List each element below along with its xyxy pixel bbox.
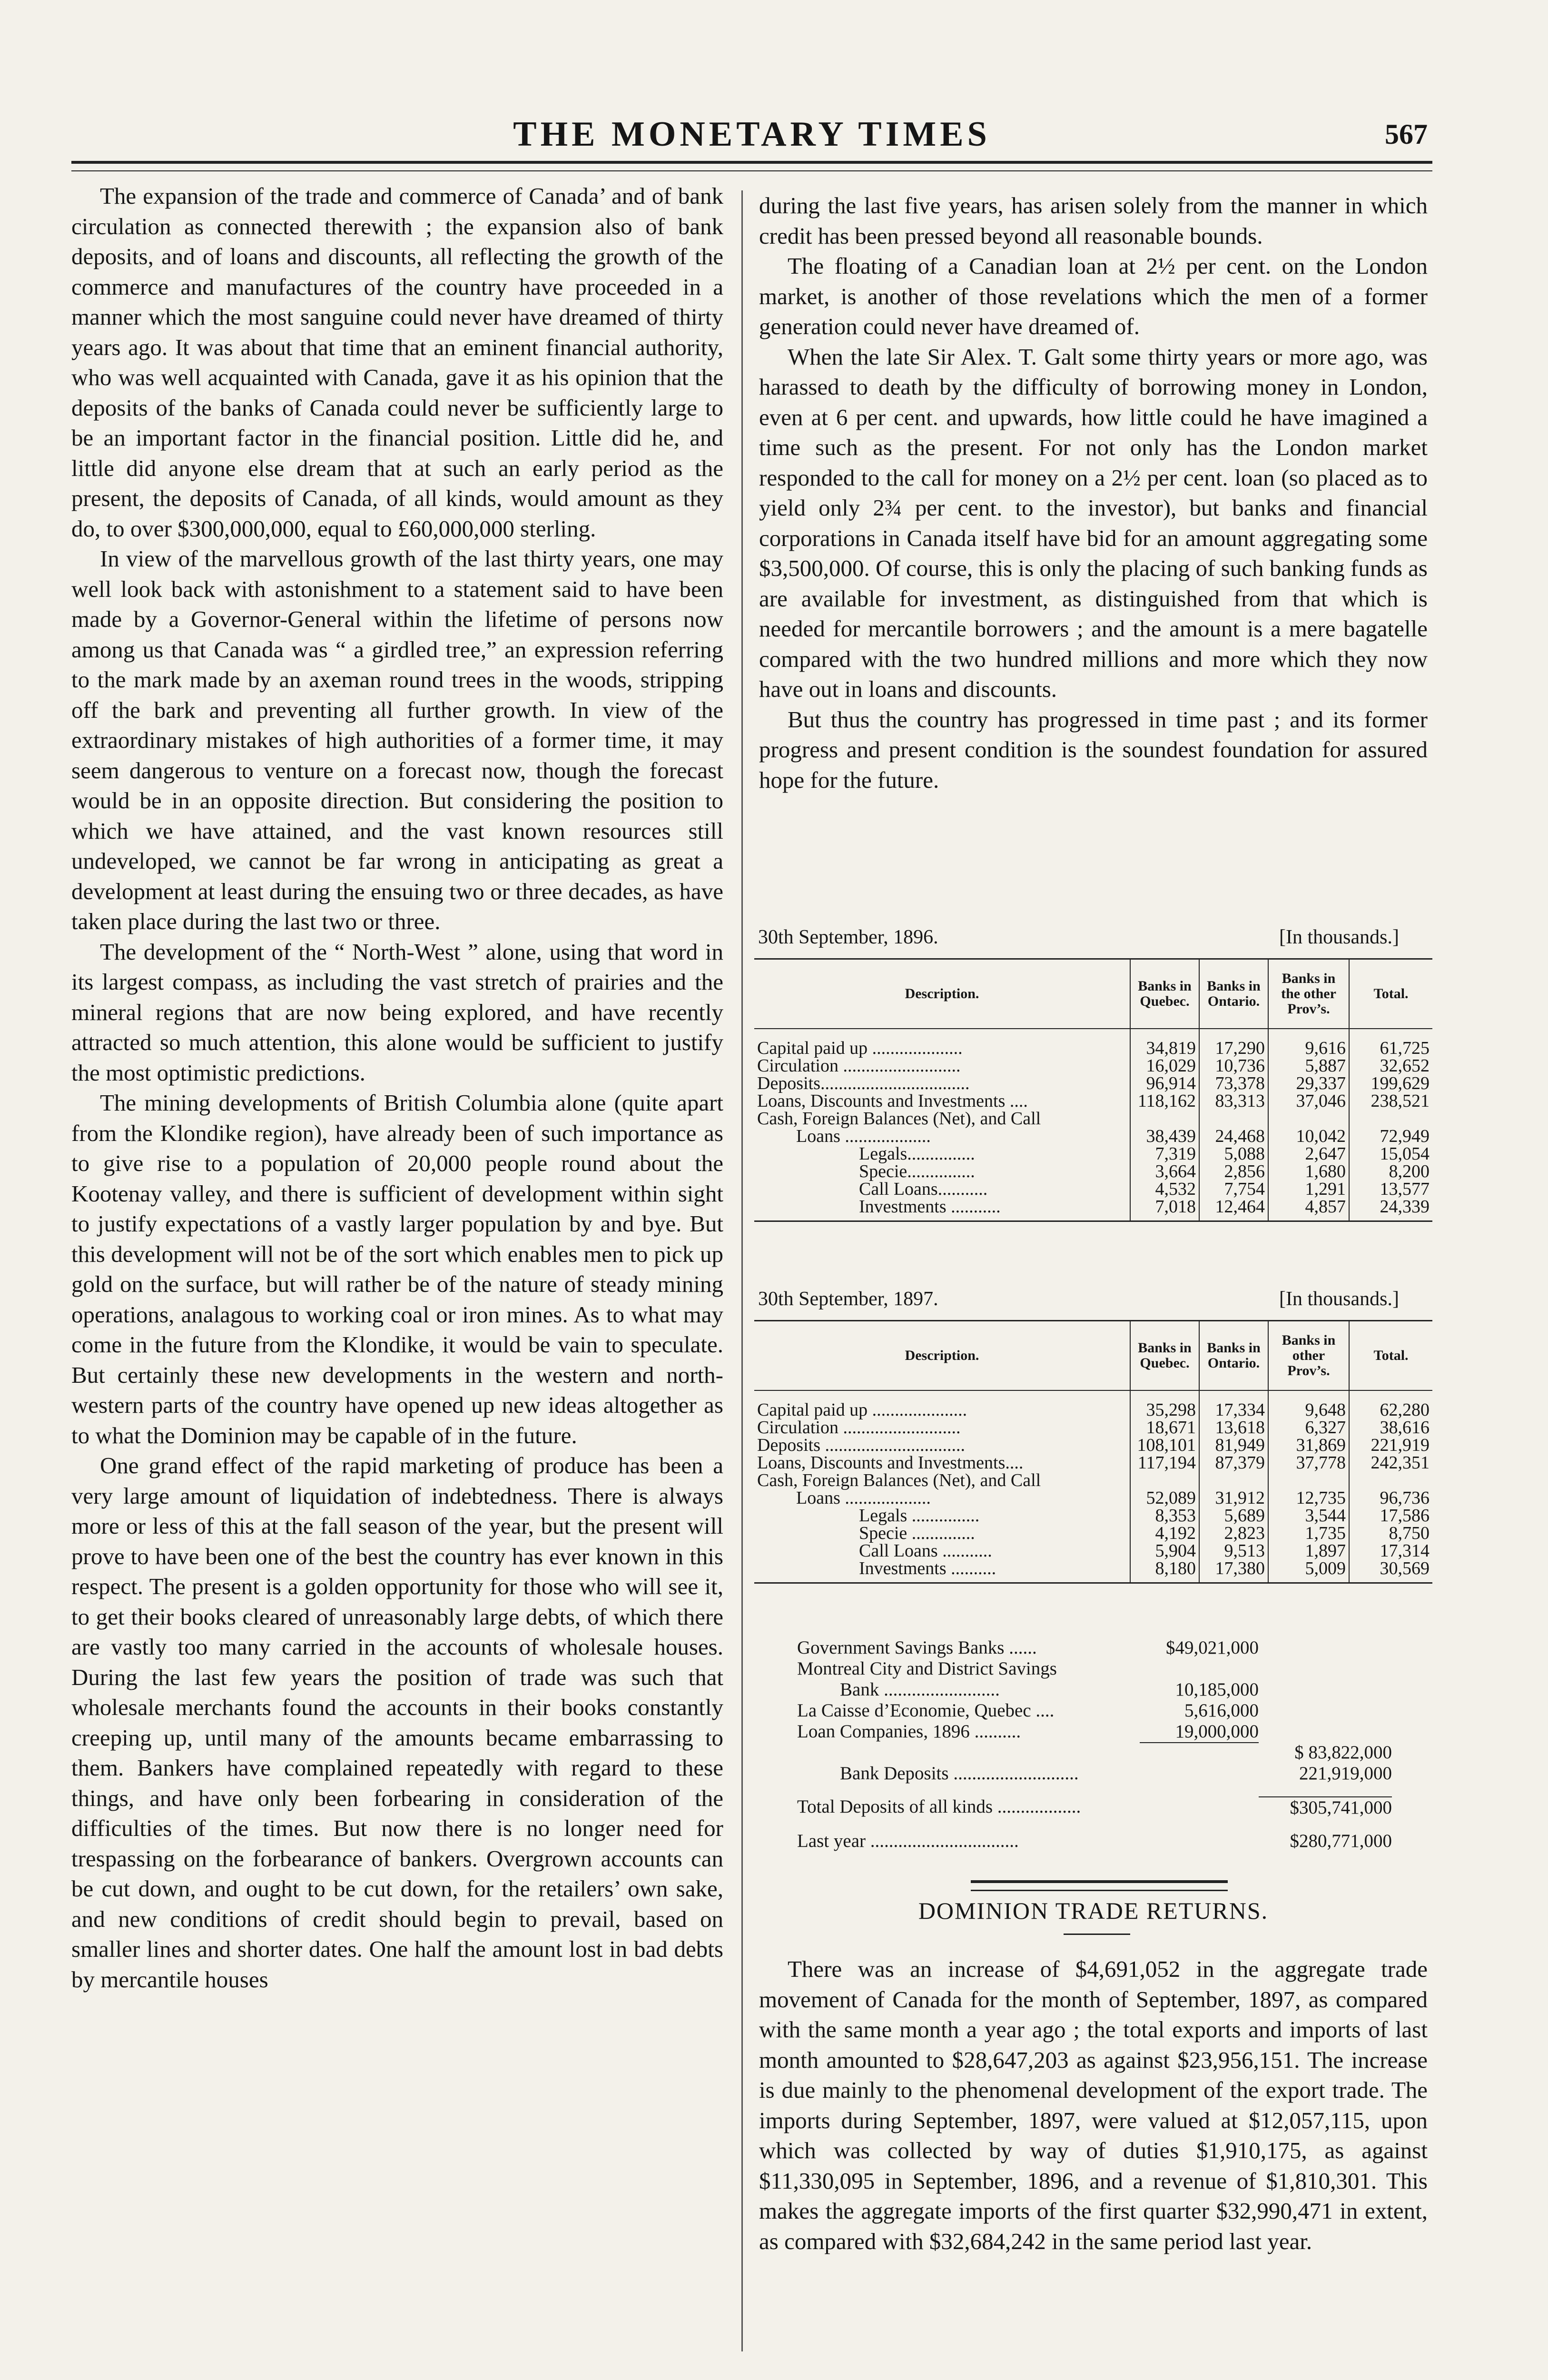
table-row	[754, 1489, 1432, 1507]
cell: 38,616	[1349, 1419, 1432, 1437]
summary-value: 5,616,000	[1184, 1700, 1259, 1721]
cell: 5,009	[1268, 1560, 1349, 1583]
summary-label: Bank .........................	[840, 1679, 1000, 1700]
column-header: Banks in other Prov’s.	[1268, 1321, 1349, 1391]
paragraph: The mining developments of British Columbia alone (quite apart from the Klondike region), have already been of such importance as to give rise to a population of 20,000 people round about the Kootenay valley, and there is sufficient of development within sight to justify expectations of a vastly larger population by and bye. But this development will not be of the sort which enables men to pick up gold on the surface, but will rather be of the nature of steady mining operations, analagous to working coal or iron mines. As to what may come in the future from the Klondike, it would be vain to speculate. But certainly these new developments in the western and north-western parts of the country have opened up new ideas altogether as to what the Dominion may be capable of in the future.	[71, 1090, 723, 1448]
cell: 4,192	[1130, 1525, 1199, 1542]
row-label: Loans, Discounts and Investments ....	[757, 1091, 1028, 1111]
summary-value: 221,919,000	[1299, 1763, 1392, 1784]
row-label: Cash, Foreign Balances (Net), and Call	[757, 1470, 1041, 1490]
table-row	[754, 1057, 1432, 1075]
column-header: Total.	[1349, 959, 1432, 1029]
cell: 35,298	[1130, 1390, 1199, 1419]
cell: 2,823	[1199, 1525, 1268, 1542]
cell: 13,577	[1349, 1180, 1432, 1198]
paragraph: One grand effect of the rapid marketing of produce has been a very large amount of liquidation of indebtedness. There is always more or less of this at the fall season of the year, but the present will prove to have been one of the best the country has ever known in this respect. The present is a golden opportunity for those who will see it, to get their books cleared of unreasonably large debts, of which there are vastly too many carried in the accounts of wholesale houses. During the last few years the position of trade was such that wholesale merchants found the accounts in their books constantly creeping up, until many of the amounts became embarrassing to them. Bankers have complained repeatedly with regard to these things, and have only been forbearing in consideration of the difficulties of the times. But now there is no longer need for trespassing on the forbearance of bankers. Overgrown accounts can be cut down, and ought to be cut down, for the retailers’ own sake, and new conditions of credit should begin to prevail, based on smaller lines and shorter dates. One half the amount lost in bad debts by mercantile houses	[71, 1452, 723, 1993]
summary-label: Montreal City and District Savings	[797, 1658, 1057, 1679]
paragraph: But thus the country has progressed in time past ; and its former progress and present condition is the soundest foundation for assured hope for the future.	[759, 706, 1428, 793]
cell: 15,054	[1349, 1145, 1432, 1163]
summary-row	[797, 1700, 1430, 1721]
cell: 6,327	[1268, 1419, 1349, 1437]
paragraph: When the late Sir Alex. T. Galt some thirty years or more ago, was harassed to death by the difficulty of borrowing money in London, even at 6 per cent. and upwards, how little could he have imagined a time such as the present. For not only has the London market responded to the call for money on a 2½ per cent. loan (so placed as to yield only 2¾ per cent. to the investor), but banks and financial corporations in Canada itself have bid for an amount aggregating some $3,500,000. Of course, this is only the placing of such banking funds as are available for investment, as distinguished from that which is needed for mercantile borrowers ; and the amount is a mere bagatelle compared with the two hundred millions and more which they now have out in loans and discounts.	[759, 343, 1428, 702]
table-row	[754, 1198, 1432, 1221]
left-column	[71, 181, 723, 1994]
summary-value: $280,771,000	[1290, 1831, 1392, 1851]
summary-row	[797, 1658, 1430, 1679]
row-label: Circulation ..........................	[757, 1418, 961, 1438]
summary-label: Bank Deposits ...........................	[840, 1763, 1079, 1784]
table-row	[754, 1075, 1432, 1092]
cell: 72,949	[1349, 1128, 1432, 1145]
table-row	[754, 1128, 1432, 1145]
column-header: Banks in Quebec.	[1130, 1321, 1199, 1391]
paragraph: The development of the “ North-West ” alone, using that word in its largest compass, as including the vast stretch of prairies and the mineral regions that are now being explored, and have recently attracted so much attention, this alone would be sufficient to justify the most optimistic predictions.	[71, 938, 723, 1086]
row-label: Call Loans...........	[859, 1179, 988, 1199]
cell: 81,949	[1199, 1437, 1268, 1454]
summary-label: Government Savings Banks ......	[797, 1637, 1037, 1658]
column-divider	[741, 190, 743, 2351]
table-row	[754, 1145, 1432, 1163]
summary-value: 10,185,000	[1175, 1679, 1259, 1700]
cell: 31,912	[1199, 1489, 1268, 1507]
cell: 118,162	[1130, 1092, 1199, 1110]
cell: 8,200	[1349, 1163, 1432, 1180]
row-label: Investments ..........	[859, 1558, 996, 1578]
summary-value: 19,000,000	[1175, 1721, 1259, 1742]
row-label: Legals...............	[859, 1144, 975, 1164]
cell: 17,586	[1349, 1507, 1432, 1525]
summary-row	[797, 1831, 1430, 1852]
table-row	[754, 1507, 1432, 1525]
cell: 5,887	[1268, 1057, 1349, 1075]
cell: 96,914	[1130, 1075, 1199, 1092]
table-row	[754, 1092, 1432, 1110]
cell: 34,819	[1130, 1029, 1199, 1057]
column-header: Banks in Quebec.	[1130, 959, 1199, 1029]
table-row	[754, 1454, 1432, 1472]
paragraph: The expansion of the trade and commerce of Canada’ and of bank circulation as connected therewith ; the expansion also of bank deposits, and of loans and discounts, all reflecting the growth of the commerce and manufactures of the country have proceeded in a manner which the most sanguine could never have dreamed of thirty years ago. It was about that time that an eminent financial authority, who was well acquainted with Canada, gave it as his opinion that the deposits of the banks of Canada could never be sufficiently large to be an important factor in the financial position. Little did he, and little did anyone else dream that at such an early period as the present, the deposits of Canada, of all kinds, would amount as they do, to over $300,000,000, equal to £60,000,000 sterling.	[71, 183, 723, 542]
header-rule	[71, 161, 1432, 171]
row-label: Call Loans ...........	[859, 1541, 992, 1561]
cell: 31,869	[1268, 1437, 1349, 1454]
paragraph: The floating of a Canadian loan at 2½ per cent. on the London market, is another of those revelations which the men of a former generation could never have dreamed of.	[759, 253, 1428, 339]
row-label: Loans ...................	[796, 1126, 931, 1146]
cell: 7,018	[1130, 1198, 1199, 1221]
summary-row	[797, 1763, 1430, 1784]
cell: 17,314	[1349, 1542, 1432, 1560]
cell: 1,735	[1268, 1525, 1349, 1542]
cell: 5,904	[1130, 1542, 1199, 1560]
table-row	[754, 1525, 1432, 1542]
column-header: Total.	[1349, 1321, 1432, 1391]
cell: 199,629	[1349, 1075, 1432, 1092]
cell: 38,439	[1130, 1128, 1199, 1145]
right-column-text	[759, 190, 1428, 795]
cell: 5,088	[1199, 1145, 1268, 1163]
row-label: Specie ..............	[859, 1523, 975, 1543]
table-row	[754, 1437, 1432, 1454]
row-label: Circulation ..........................	[757, 1056, 961, 1076]
paragraph: In view of the marvellous growth of the last thirty years, one may well look back with astonishment to a statement said to have been made by a Governor-General within the lifetime of persons now among us that Canada was “ a girdled tree,” an expression referring to the mark made by an axeman round trees in the woods, stripping off the bark and preventing all further growth. In view of the extraordinary mistakes of high authorities of a former time, it may seem dangerous to venture on a forecast now, though the forecast would be in an opposite direction. But considering the position to which we have attained, and the vast known resources still undeveloped, we cannot be far wrong in anticipating as great a development at least during the ensuing two or three decades, as have taken place during the last two or three.	[71, 545, 723, 934]
table-row	[754, 1472, 1432, 1489]
cell: 8,180	[1130, 1560, 1199, 1583]
cell: 8,750	[1349, 1525, 1432, 1542]
summary-label: Last year ................................	[797, 1831, 1019, 1851]
cell: 238,521	[1349, 1092, 1432, 1110]
summary-subtotal: $ 83,822,000	[1294, 1742, 1392, 1763]
summary-total: $305,741,000	[1259, 1796, 1392, 1818]
column-header: Banks in Ontario.	[1199, 959, 1268, 1029]
summary-label: Total Deposits of all kinds ..................	[797, 1796, 1081, 1817]
cell: 18,671	[1130, 1419, 1199, 1437]
cell: 2,856	[1199, 1163, 1268, 1180]
row-label: Deposits ...............................	[757, 1435, 965, 1455]
table-row	[754, 1180, 1432, 1198]
cell: 9,616	[1268, 1029, 1349, 1057]
row-label: Cash, Foreign Balances (Net), and Call	[757, 1109, 1041, 1129]
summary-value: $49,021,000	[1166, 1637, 1259, 1658]
cell: 37,046	[1268, 1092, 1349, 1110]
summary-row	[797, 1679, 1430, 1700]
cell: 17,290	[1199, 1029, 1268, 1057]
section-rule	[971, 1880, 1228, 1891]
column-header: Description.	[754, 959, 1130, 1029]
cell: 96,736	[1349, 1489, 1432, 1507]
table-row	[754, 1110, 1432, 1128]
cell: 37,778	[1268, 1454, 1349, 1472]
table-1897	[754, 1320, 1432, 1584]
section-short-rule	[1064, 1934, 1130, 1935]
cell: 10,042	[1268, 1128, 1349, 1145]
summary-row	[797, 1721, 1430, 1742]
deposit-summary	[797, 1637, 1430, 1852]
table-unit: [In thousands.]	[1279, 926, 1399, 948]
paragraph: during the last five years, has arisen solely from the manner in which credit has been pressed beyond all reasonable bounds.	[759, 192, 1428, 249]
section-title: DOMINION TRADE RETURNS.	[918, 1897, 1269, 1924]
cell: 1,897	[1268, 1542, 1349, 1560]
column-header: Description.	[754, 1321, 1130, 1391]
cell: 52,089	[1130, 1489, 1199, 1507]
cell: 5,689	[1199, 1507, 1268, 1525]
row-label: Capital paid up .....................	[757, 1400, 967, 1420]
row-label: Specie...............	[859, 1161, 975, 1181]
paragraph: There was an increase of $4,691,052 in the aggregate trade movement of Canada for the month of September, 1897, as compared with the same month a year ago ; the total exports and imports of last month amounted to $28,647,203 as against $23,956,151. The increase is due mainly to the phenomenal development of the export trade. The imports during September, 1897, were valued at $12,057,115, upon which was collected by way of duties $1,910,175, as against $11,330,095 in September, 1896, and a revenue of $1,810,301. This makes the aggregate imports of the first quarter $32,990,471 in extent, as compared with $32,684,242 in the same period last year.	[759, 1956, 1428, 2254]
column-header: Banks in Ontario.	[1199, 1321, 1268, 1391]
cell: 117,194	[1130, 1454, 1199, 1472]
row-label: Capital paid up ....................	[757, 1038, 963, 1058]
cell: 12,464	[1199, 1198, 1268, 1221]
table-row	[754, 1029, 1432, 1057]
cell: 1,291	[1268, 1180, 1349, 1198]
row-label: Loans ...................	[796, 1488, 931, 1508]
table-date: 30th September, 1897.	[758, 1288, 938, 1310]
cell: 32,652	[1349, 1057, 1432, 1075]
summary-row	[797, 1742, 1430, 1763]
cell: 9,648	[1268, 1390, 1349, 1419]
summary-row	[797, 1637, 1430, 1658]
cell: 221,919	[1349, 1437, 1432, 1454]
row-label: Loans, Discounts and Investments....	[757, 1453, 1024, 1473]
trade-returns-text	[759, 1954, 1428, 2256]
table-row	[754, 1560, 1432, 1583]
table-1897-block	[754, 1288, 1432, 1584]
summary-label: Loan Companies, 1896 ..........	[797, 1721, 1021, 1742]
page-header	[71, 114, 1432, 162]
table-caption	[754, 926, 1432, 949]
table-unit: [In thousands.]	[1279, 1288, 1399, 1310]
cell: 73,378	[1199, 1075, 1268, 1092]
table-caption	[754, 1288, 1432, 1310]
page-number: 567	[1385, 119, 1428, 150]
column-header: Banks in the other Prov’s.	[1268, 959, 1349, 1029]
cell: 7,319	[1130, 1145, 1199, 1163]
cell: 1,680	[1268, 1163, 1349, 1180]
cell: 13,618	[1199, 1419, 1268, 1437]
cell: 16,029	[1130, 1057, 1199, 1075]
cell: 17,334	[1199, 1390, 1268, 1419]
row-label: Legals ...............	[859, 1506, 980, 1526]
row-label: Deposits.................................	[757, 1073, 970, 1093]
cell: 10,736	[1199, 1057, 1268, 1075]
table-row	[754, 1542, 1432, 1560]
table-row	[754, 1390, 1432, 1419]
cell: 108,101	[1130, 1437, 1199, 1454]
cell: 3,544	[1268, 1507, 1349, 1525]
table-1896-block	[754, 926, 1432, 1222]
cell: 7,754	[1199, 1180, 1268, 1198]
cell: 61,725	[1349, 1029, 1432, 1057]
cell: 8,353	[1130, 1507, 1199, 1525]
table-date: 30th September, 1896.	[758, 926, 938, 948]
table-row	[754, 1163, 1432, 1180]
cell: 12,735	[1268, 1489, 1349, 1507]
cell: 2,647	[1268, 1145, 1349, 1163]
cell: 9,513	[1199, 1542, 1268, 1560]
cell: 24,339	[1349, 1198, 1432, 1221]
summary-label: La Caisse d’Economie, Quebec ....	[797, 1700, 1055, 1721]
row-label: Investments ...........	[859, 1197, 1001, 1217]
cell: 17,380	[1199, 1560, 1268, 1583]
masthead-title: THE MONETARY TIMES	[513, 115, 991, 154]
table-1896	[754, 958, 1432, 1222]
cell: 62,280	[1349, 1390, 1432, 1419]
table-row	[754, 1419, 1432, 1437]
cell: 83,313	[1199, 1092, 1268, 1110]
cell: 4,857	[1268, 1198, 1349, 1221]
cell: 87,379	[1199, 1454, 1268, 1472]
summary-row	[797, 1796, 1430, 1818]
cell: 242,351	[1349, 1454, 1432, 1472]
cell: 4,532	[1130, 1180, 1199, 1198]
cell: 3,664	[1130, 1163, 1199, 1180]
cell: 30,569	[1349, 1560, 1432, 1583]
cell: 24,468	[1199, 1128, 1268, 1145]
cell: 29,337	[1268, 1075, 1349, 1092]
